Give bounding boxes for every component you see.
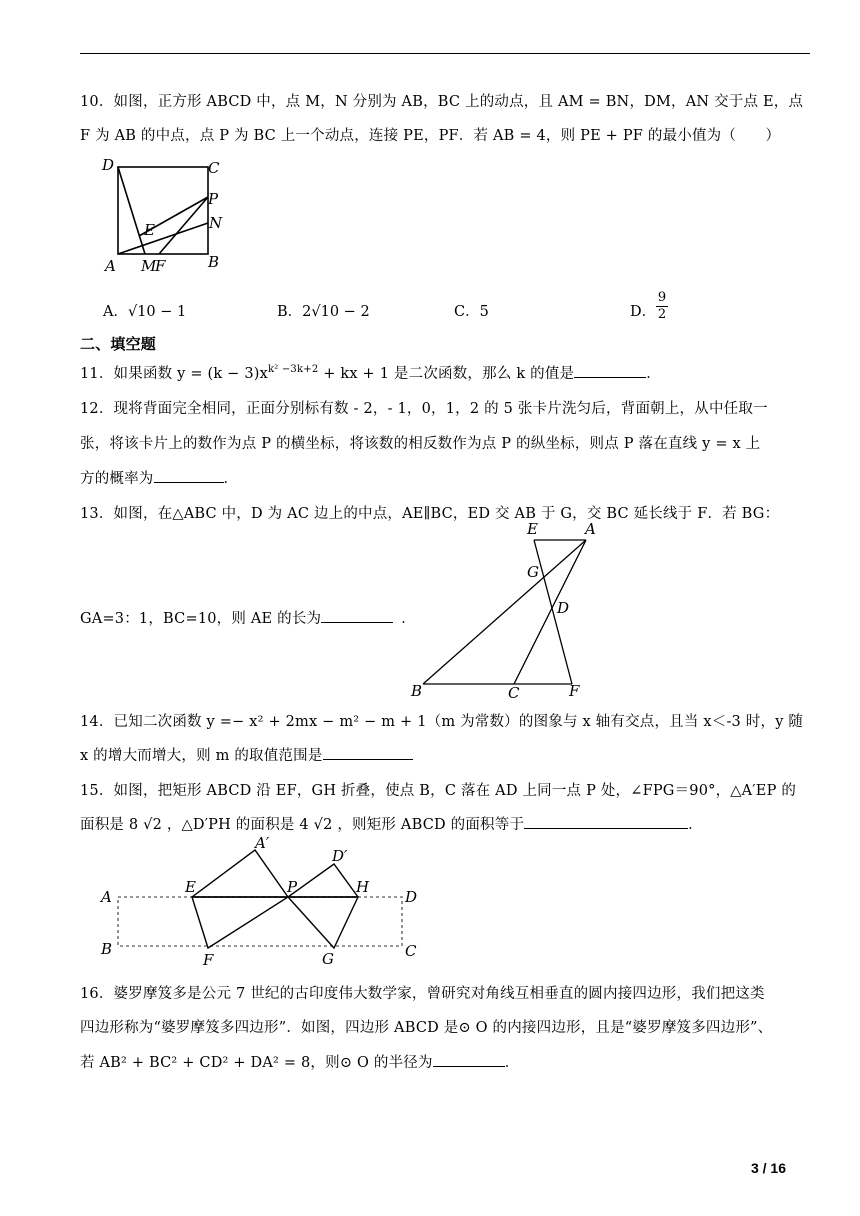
section-heading: 二、填空题 [80,335,157,353]
q10-option-d: D． [630,304,657,320]
q15-line-1: 15．如图，把矩形 ABCD 沿 EF，GH 折叠，使点 B，C 落在 AD 上同一点 P 处，∠FPG＝90°，△A′EP 的 [80,783,797,799]
q16-line-2: 四边形称为“婆罗摩笈多四边形”．如图，四边形 ABCD 是⊙ O 的内接四边形，且是“婆罗摩笈多四边形”、 [80,1020,773,1036]
q10-label: B [208,253,220,271]
q13-label: D [557,599,570,617]
fraction-denominator: 2 [657,307,667,322]
q12-end: ． [223,471,239,487]
answer-blank[interactable] [321,608,393,623]
q10-line-2: F 为 AB 的中点，点 P 为 BC 上一个动点，连接 PE，PF．若 AB = 4，则 PE + PF 的最小值为（ ） [80,128,781,144]
q13-label: B [411,682,423,700]
q13-label: G [527,563,539,581]
q12-text: 方的概率为 [80,471,154,487]
q15-label: H [356,878,370,896]
q12-line-1: 12．现将背面完全相同，正面分别标有数 - 2，- 1，0，1，2 的 5 张卡片洗匀后，背面朝上，从中任取一 [80,401,768,417]
q15-label: C [405,942,417,960]
q15-line-2 [80,813,703,834]
q12-line-3 [80,467,238,488]
q10-option-a: A．√10 − 1 [103,304,187,320]
q13-line-2 [80,607,416,628]
q13-figure [404,520,604,700]
q10-label: E [144,221,155,239]
answer-blank[interactable] [574,363,646,378]
answer-blank[interactable] [524,814,688,829]
q15-label: D [405,888,418,906]
q13-end: ． [401,611,416,627]
q15-label: E [185,878,196,896]
q10-label: C [208,159,220,177]
q11-end: ． [646,366,661,382]
q15-label: P [287,878,298,896]
q13-label: E [527,520,538,538]
q13-line-1: 13．如图，在△ABC 中，D 为 AC 边上的中点，AE∥BC，ED 交 AB 于 G，交 BC 延长线于 F．若 BG： [80,506,780,522]
q13-label: C [508,684,520,700]
q10-figure [98,155,238,275]
q10-label: M [141,257,157,275]
q15-figure [96,836,426,971]
q16-line-1: 16．婆罗摩笈多是公元 7 世纪的古印度伟大数学家，曾研究对角线互相垂直的圆内接四边形，我们把这类 [80,986,765,1002]
q14-line-2 [80,744,413,765]
q10-label: N [209,214,223,232]
q16-line-3 [80,1051,519,1072]
q16-end: ． [504,1055,520,1071]
q16-text: 若 AB² + BC² + CD² + DA² = 8，则⊙ O 的半径为 [80,1055,433,1071]
q10-label: P [208,190,219,208]
q10-option-d-fraction [656,291,668,322]
q15-end: ． [688,817,703,833]
answer-blank[interactable] [323,745,413,760]
answer-blank[interactable] [154,468,224,483]
q11-text-after: + kx + 1 是二次函数，那么 k 的值是 [318,366,575,382]
q15-label: G [322,950,334,968]
q13-label: F [569,682,580,700]
q10-label: A [105,257,116,275]
q15-label: A [101,888,112,906]
page-number: 3 / 16 [750,1160,786,1176]
answer-blank[interactable] [433,1052,505,1067]
fraction-numerator: 9 [657,290,667,305]
q15-label: D′ [332,847,348,865]
q12-line-2: 张，将该卡片上的数作为点 P 的横坐标，将该数的相反数作为点 P 的纵坐标，则点 P 落在直线 y = x 上 [80,436,761,452]
q10-label: D [102,156,115,174]
q15-label: F [203,951,214,969]
q11-exponent: k² −3k+2 [268,364,319,376]
header-rule [80,53,810,54]
q10-line-1: 10．如图，正方形 ABCD 中，点 M，N 分别为 AB，BC 上的动点，且 AM = BN，DM，AN 交于点 E，点 [80,94,804,110]
q14-text: x 的增大而增大，则 m 的取值范围是 [80,748,323,764]
q15-label: B [101,940,113,958]
q10-option-c: C．5 [454,304,489,320]
q10-label: F [155,257,166,275]
q10-option-b: B．2√10 − 2 [277,304,370,320]
q11-text-before: 11．如果函数 y = (k − 3)x [80,366,268,382]
q14-line-1: 14．已知二次函数 y =− x² + 2mx − m² − m + 1（m 为常数）的图象与 x 轴有交点，且当 x＜-3 时，y 随 [80,714,804,730]
q11-line [80,362,661,383]
q13-text: GA=3：1，BC=10，则 AE 的长为 [80,611,322,627]
q15-text: 面积是 8 √2 ，△D′PH 的面积是 4 √2 ，则矩形 ABCD 的面积等于 [80,817,525,833]
q15-label: A′ [255,836,270,852]
q13-label: A [585,520,596,538]
